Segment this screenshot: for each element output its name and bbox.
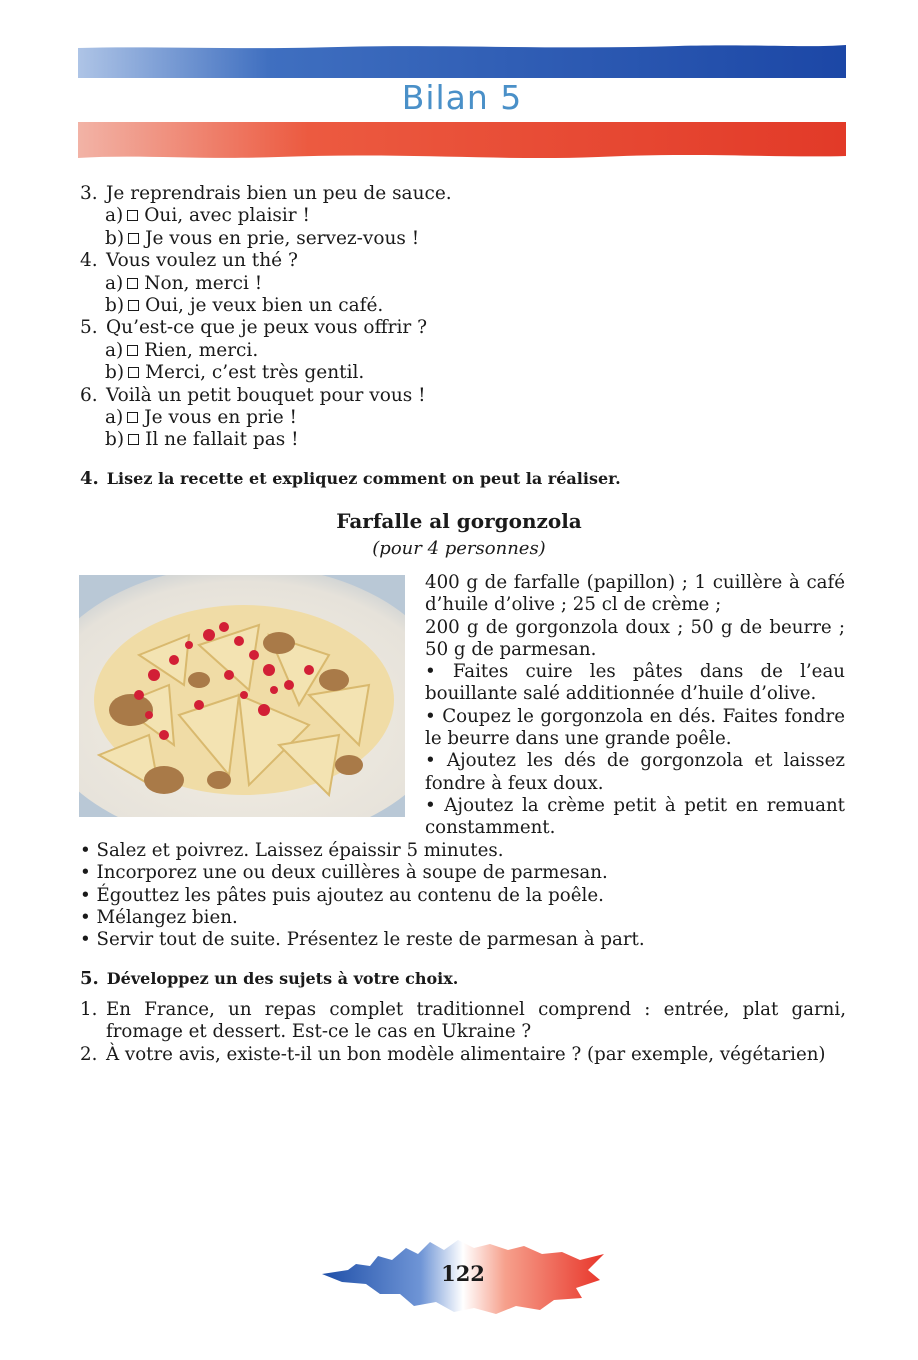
- topic-list: [80, 999, 846, 1066]
- recipe-subtitle: (pour 4 personnes): [372, 538, 546, 559]
- answer-option[interactable]: [80, 295, 850, 317]
- option-label: b): [105, 295, 125, 317]
- checkbox[interactable]: [127, 345, 138, 356]
- answer-option[interactable]: [80, 205, 850, 227]
- question-number: 6.: [80, 384, 98, 406]
- answer-option[interactable]: [80, 273, 850, 295]
- task-5-heading: [80, 968, 458, 989]
- recipe-step: • Salez et poivrez. Laissez épaissir 5 minutes.: [80, 840, 504, 861]
- option-label: b): [105, 429, 125, 451]
- option-label: a): [105, 205, 124, 227]
- checkbox[interactable]: [127, 278, 138, 289]
- checkbox[interactable]: [127, 210, 138, 221]
- page-title: Bilan 5: [401, 78, 523, 117]
- question-item: [80, 317, 850, 384]
- recipe-step: • Ajoutez les dés de gorgonzola et laissez fondre à feux doux.: [425, 750, 845, 794]
- task-number: 4.: [80, 468, 99, 489]
- checkbox[interactable]: [128, 367, 139, 378]
- question-text: Je reprendrais bien un peu de sauce.: [106, 183, 452, 204]
- task-text: Lisez la recette et expliquez comment on peut la réaliser.: [106, 469, 621, 488]
- recipe-step: • Incorporez une ou deux cuillères à soupe de parmesan.: [80, 862, 608, 884]
- ingredients-line: 400 g de farfalle (papillon) ; 1 cuillère à café d’huile d’olive ; 25 cl de crème ;: [425, 572, 845, 616]
- recipe-step: • Faites cuire les pâtes dans de l’eau bouillante salé additionnée d’huile d’olive.: [425, 661, 845, 705]
- option-text: Non, merci !: [144, 272, 263, 294]
- topic-text: En France, un repas complet traditionnel comprend : entrée, plat garni, fromage et dessert. Est-ce le cas en Ukraine ?: [106, 999, 846, 1043]
- recipe-steps-below: [80, 840, 850, 951]
- task-number: 5.: [80, 968, 99, 989]
- option-text: Oui, avec plaisir !: [144, 205, 310, 227]
- topic-item: [80, 999, 846, 1044]
- checkbox[interactable]: [127, 412, 138, 423]
- task-4-heading: [80, 468, 621, 489]
- answer-option[interactable]: [80, 407, 850, 429]
- topic-number: 2.: [80, 1043, 98, 1065]
- recipe-right-column: [425, 572, 845, 840]
- question-item: [80, 183, 850, 250]
- recipe-step: • Égouttez les pâtes puis ajoutez au contenu de la poêle.: [80, 884, 604, 906]
- question-text: Voilà un petit bouquet pour vous !: [106, 384, 426, 406]
- option-text: Il ne fallait pas !: [145, 429, 299, 451]
- recipe-step: • Mélangez bien.: [80, 906, 238, 928]
- answer-option[interactable]: [80, 228, 850, 250]
- answer-option[interactable]: [80, 340, 850, 362]
- option-text: Oui, je veux bien un café.: [145, 295, 384, 317]
- checkbox[interactable]: [128, 300, 139, 311]
- option-label: b): [105, 227, 125, 249]
- question-number: 5.: [80, 317, 98, 339]
- option-text: Je vous en prie !: [144, 407, 297, 429]
- page-footer: [318, 1236, 608, 1316]
- topic-text: À votre avis, existe-t-il un bon modèle alimentaire ? (par exemple, végétarien): [106, 1043, 826, 1065]
- question-number: 4.: [80, 250, 98, 272]
- answer-option[interactable]: [80, 362, 850, 384]
- question-number: 3.: [80, 183, 98, 204]
- option-text: Rien, merci.: [144, 339, 259, 361]
- recipe-step: • Servir tout de suite. Présentez le reste de parmesan à part.: [80, 929, 645, 951]
- recipe-step: • Ajoutez la crème petit à petit en remuant constamment.: [425, 794, 845, 839]
- option-text: Je vous en prie, servez-vous !: [145, 227, 420, 249]
- answer-option[interactable]: [80, 429, 850, 451]
- option-label: a): [105, 407, 124, 429]
- option-label: a): [105, 339, 124, 361]
- question-text: Vous voulez un thé ?: [106, 250, 298, 272]
- checkbox[interactable]: [128, 434, 139, 445]
- recipe-title: Farfalle al gorgonzola: [336, 509, 582, 533]
- option-label: a): [105, 272, 124, 294]
- checkbox[interactable]: [128, 233, 139, 244]
- question-text: Qu’est-ce que je peux vous offrir ?: [106, 317, 428, 339]
- pasta-photo: [79, 575, 405, 817]
- recipe-step: • Coupez le gorgonzola en dés. Faites fondre le beurre dans une grande poêle.: [425, 705, 845, 750]
- question-item: [80, 250, 850, 317]
- header-banner: [78, 44, 846, 162]
- task-text: Développez un des sujets à votre choix.: [106, 969, 459, 988]
- topic-item: [80, 1044, 846, 1066]
- option-text: Merci, c’est très gentil.: [145, 362, 365, 384]
- page-number: 122: [441, 1261, 485, 1286]
- ingredients-line: 200 g de gorgonzola doux ; 50 g de beurre ; 50 g de parmesan.: [425, 616, 845, 660]
- question-item: [80, 385, 850, 452]
- option-label: b): [105, 362, 125, 384]
- dialogue-questions: [80, 183, 850, 452]
- topic-number: 1.: [80, 999, 98, 1020]
